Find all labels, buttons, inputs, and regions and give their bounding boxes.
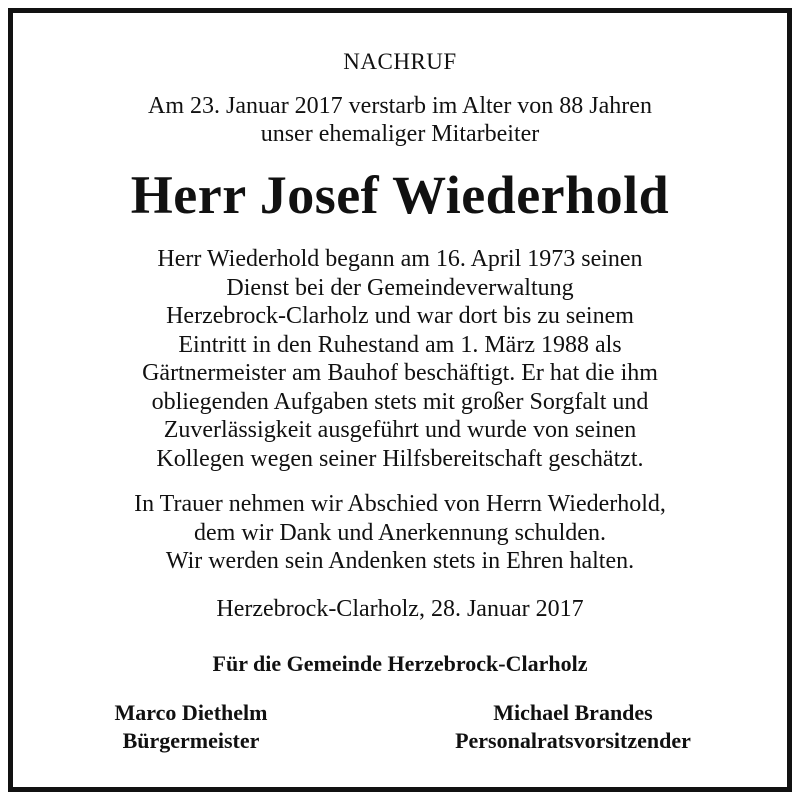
intro-line: Am 23. Januar 2017 verstarb im Alter von 88 Jahren (148, 93, 652, 119)
signatory-name: Michael Brandes (493, 700, 653, 725)
paragraph-line: In Trauer nehmen wir Abschied von Herrn Wiederhold, (134, 491, 666, 517)
paragraph-line: Dienst bei der Gemeindeverwaltung (226, 274, 574, 301)
paragraph-line: Gärtnermeister am Bauhof beschäftigt. Er hat die ihm (142, 360, 658, 386)
signatory-right (398, 699, 748, 755)
paragraph-line: dem wir Dank und Anerkennung schulden. (194, 519, 606, 546)
paragraph-line: Wir werden sein Andenken stets in Ehren halten. (165, 548, 635, 574)
paragraph-line: Herzebrock-Clarholz und war dort bis zu seinem (166, 303, 634, 329)
obituary-notice (8, 8, 792, 792)
paragraph-line: Herr Wiederhold begann am 16. April 1973 seinen (157, 246, 643, 272)
place-date: Herzebrock-Clarholz, 28. Januar 2017 (216, 596, 584, 622)
paragraph-line: obliegenden Aufgaben stets mit großer Sorgfalt und (151, 388, 649, 415)
signatory-name: Marco Diethelm (114, 700, 268, 725)
signatory-title: Personalratsvorsitzender (455, 728, 691, 753)
signatory-title: Bürgermeister (122, 728, 260, 753)
mourning-paragraph (13, 490, 787, 576)
career-paragraph (13, 245, 787, 473)
organization-line: Für die Gemeinde Herzebrock-Clarholz (212, 651, 588, 676)
notice-heading: NACHRUF (343, 49, 457, 74)
deceased-name: Herr Josef Wiederhold (130, 165, 670, 225)
intro-text (13, 92, 787, 148)
paragraph-line: Zuverlässigkeit ausgeführt und wurde von seinen (163, 417, 637, 443)
intro-line: unser ehemaliger Mitarbeiter (260, 121, 540, 147)
paragraph-line: Kollegen wegen seiner Hilfsbereitschaft geschätzt. (156, 445, 644, 472)
signatory-left (71, 699, 311, 755)
paragraph-line: Eintritt in den Ruhestand am 1. März 1988 als (178, 331, 622, 358)
